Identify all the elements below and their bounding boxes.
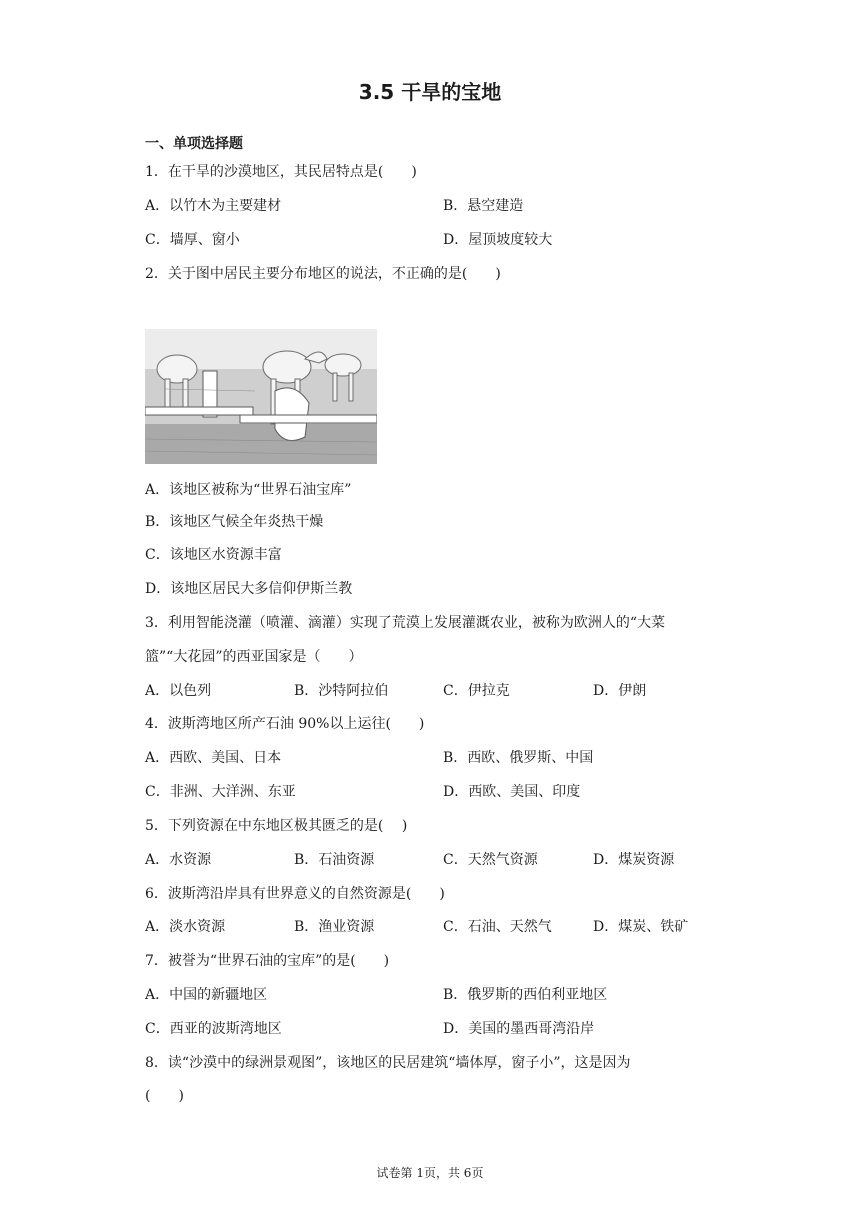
- q2-option-a: A．该地区被称为“世界石油宝库”: [145, 482, 352, 498]
- q7-option-b: B．俄罗斯的西伯利亚地区: [443, 987, 608, 1003]
- q3-option-b: B．沙特阿拉伯: [294, 683, 389, 699]
- question-4-stem: 4．波斯湾地区所产石油 90%以上运往( ): [145, 716, 425, 732]
- q4-option-b: B．西欧、俄罗斯、中国: [443, 750, 594, 766]
- page-footer: 试卷第 1页，共 6页: [376, 1166, 484, 1180]
- q7-option-c: C．西亚的波斯湾地区: [145, 1021, 282, 1037]
- question-3-stem-line-2: 篮”“大花园”的西亚国家是（ ）: [145, 649, 363, 665]
- q3-option-d: D．伊朗: [593, 683, 647, 699]
- question-8-stem-line-2: ( ): [145, 1088, 184, 1104]
- q1-option-b: B．悬空建造: [443, 198, 524, 214]
- camel-photo-image: [145, 329, 377, 464]
- q2-option-d: D．该地区居民大多信仰伊斯兰教: [145, 581, 353, 597]
- page-title: 3.5 干旱的宝地: [358, 80, 502, 104]
- q2-option-b: B．该地区气候全年炎热干燥: [145, 514, 324, 530]
- section-heading: 一、单项选择题: [145, 136, 243, 152]
- q2-option-c: C．该地区水资源丰富: [145, 547, 282, 563]
- q1-option-d: D．屋顶坡度较大: [443, 232, 553, 248]
- q6-option-b: B．渔业资源: [294, 919, 375, 935]
- q4-option-d: D．西欧、美国、印度: [443, 784, 581, 800]
- q1-option-c: C．墙厚、窗小: [145, 232, 240, 248]
- q1-option-a: A．以竹木为主要建材: [145, 198, 282, 214]
- question-7-stem: 7．被誉为“世界石油的宝库”的是( ): [145, 953, 390, 969]
- q6-option-d: D．煤炭、铁矿: [593, 919, 689, 935]
- q6-option-c: C．石油、天然气: [443, 919, 552, 935]
- question-6-stem: 6．波斯湾沿岸具有世界意义的自然资源是( ): [145, 886, 445, 902]
- q7-option-d: D．美国的墨西哥湾沿岸: [443, 1021, 595, 1037]
- q3-option-c: C．伊拉克: [443, 683, 510, 699]
- q5-option-b: B．石油资源: [294, 852, 375, 868]
- q5-option-c: C．天然气资源: [443, 852, 538, 868]
- q3-option-a: A．以色列: [145, 683, 212, 699]
- q4-option-c: C．非洲、大洋洲、东亚: [145, 784, 296, 800]
- question-5-stem: 5．下列资源在中东地区极其匮乏的是( ): [145, 818, 408, 834]
- question-2-stem: 2．关于图中居民主要分布地区的说法，不正确的是( ): [145, 266, 501, 282]
- desert-camel-photo: [145, 329, 377, 464]
- q7-option-a: A．中国的新疆地区: [145, 987, 268, 1003]
- question-1-stem: 1．在干旱的沙漠地区，其民居特点是( ): [145, 164, 417, 180]
- q5-option-a: A．水资源: [145, 852, 212, 868]
- q6-option-a: A．淡水资源: [145, 919, 226, 935]
- q4-option-a: A．西欧、美国、日本: [145, 750, 282, 766]
- q5-option-d: D．煤炭资源: [593, 852, 675, 868]
- question-3-stem-line-1: 3．利用智能浇灌（喷灌、滴灌）实现了荒漠上发展灌溉农业，被称为欧洲人的“大菜: [145, 615, 666, 631]
- question-8-stem-line-1: 8．读“沙漠中的绿洲景观图”，该地区的民居建筑“墙体厚，窗子小”，这是因为: [145, 1055, 631, 1071]
